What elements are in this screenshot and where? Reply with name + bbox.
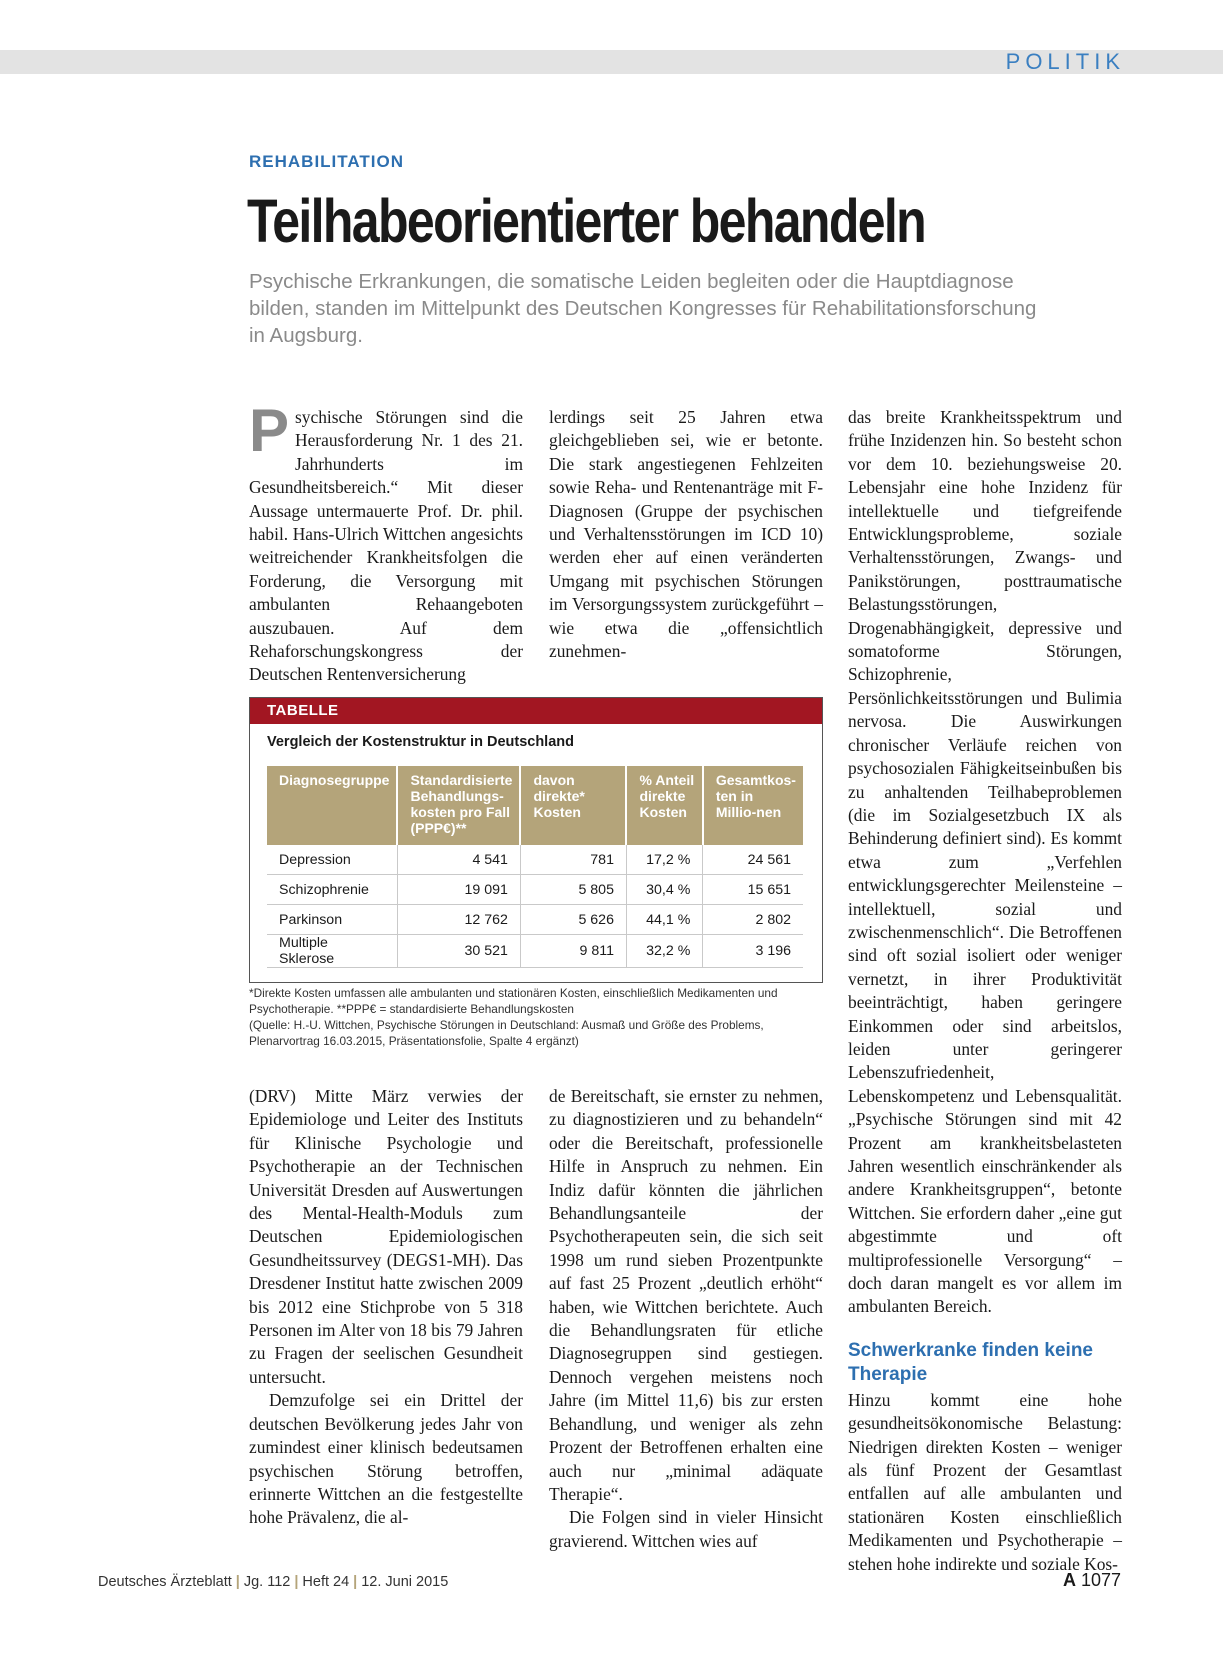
table-cell: 32,2 % [626,935,702,968]
table-cell: 5 805 [520,875,626,905]
journal-issue: Heft 24 [302,1574,350,1590]
table-caption: Vergleich der Kostenstruktur in Deutschland [267,734,574,750]
table-cell: 30 521 [397,935,520,968]
paragraph: (DRV) Mitte März verwies der Epidemiologe und Leiter des Instituts für Klinische Psychologie und Psychotherapie an der Technischen Universität Dresden auf Auswertungen des Mental-Health-Moduls zum Deutschen Epidemiologischen Gesundheitssurvey (DEGS1-MH). Das Dresdener Institut hatte zwischen 2009 bis 2012 eine Stichprobe von 5 318 Personen im Alter von 18 bis 79 Jahren zu Fragen der seelischen Gesundheit untersucht. [249,1086,523,1387]
table-cell: Depression [267,845,397,875]
table-cell: 44,1 % [626,905,702,935]
column-header: Gesamtkos-ten in Millio-nen [703,766,803,845]
table-cell: 5 626 [520,905,626,935]
table-header-row [267,766,803,845]
source-note: (Quelle: H.-U. Wittchen, Psychische Störungen in Deutschland: Ausmaß und Größe des Problems, Plenarvortrag 16.03.2015, Präsentationsfolie, Spalte 4 ergänzt) [249,1018,764,1048]
table-row [267,905,803,935]
table-cell: Multiple Sklerose [267,935,397,968]
paragraph: sychische Störungen sind die Herausforderung Nr. 1 des 21. Jahrhunderts im Gesundheitsbereich.“ Mit dieser Aussage untermauerte Prof. Dr. phil. habil. Hans-Ulrich Wittchen angesichts weitreichender Krankheitsfolgen die Forderung, die Versorgung mit ambulanten Rehaangeboten auszubauen. Auf dem Rehaforschungskongress der Deutschen Rentenversicherung [249,407,523,685]
cost-table-box [249,697,823,983]
column-2-top [549,406,823,663]
paragraph: Die Folgen sind in vieler Hinsicht gravierend. Wittchen wies auf [549,1507,823,1551]
column-header: Diagnosegruppe [267,766,397,845]
article-lead: Psychische Erkrankungen, die somatische Leiden begleiten oder die Hauptdiagnose bilden, standen im Mittelpunkt des Deutschen Kongresses für Rehabilitationsforschung in Augsburg. [249,270,1037,347]
table-cell: 24 561 [703,845,803,875]
article-kicker: REHABILITATION [249,152,405,171]
column-2-bottom [549,1085,823,1553]
paragraph: das breite Krankheitsspektrum und frühe Inzidenzen hin. So besteht schon vor dem 10. beziehungsweise 20. Lebensjahr eine hohe Inzidenz für intellektuelle und tiefgreifende Entwicklungsprobleme, soziale Verhaltensstörungen, Zwangs- und Panikstörungen, posttraumatische Belastungsstörungen, Drogenabhängigkeit, depressive und somatoforme Störungen, Schizophrenie, Persönlichkeitsstörungen und Bulimia nervosa. Die Auswirkungen chronischer Verläufe reichen von psychosozialen Fähigkeitseinbußen bis zu anhaltenden Teilhabeproblemen (die im Sozialgesetzbuch IX als Behinderung definiert sind). Es kommt etwa zum „Verfehlen entwicklungsgerechter Meilensteine – intellektuell, sozial und zwischenmenschlich“. Die Betroffenen sind oft sozial isoliert oder weniger vernetzt, in ihrer Produktivität beeinträchtigt, haben geringere Einkommen oder sind arbeitslos, leiden unter geringerer Lebenszufriedenheit, Lebenskompetenz und Lebensqualität. „Psychische Störungen sind mit 42 Prozent am krankheitsbelasteten Jahren wesentlich einschränkender als andere Krankheitsgruppen“, betonte Wittchen. Sie erfordern daher „eine gut abgestimmte und oft multiprofessionelle Versorgung“ – doch daran mangelt es vor allem im ambulanten Bereich. [848,407,1122,1317]
table-cell: 9 811 [520,935,626,968]
column-header: davon direkte* Kosten [520,766,626,845]
table-row [267,845,803,875]
page-number-value: 1077 [1080,1570,1121,1590]
table-cell: Parkinson [267,905,397,935]
table-cell: 2 802 [703,905,803,935]
table-cell: 19 091 [397,875,520,905]
table-cell: 4 541 [397,845,520,875]
table-row [267,875,803,905]
table-cell: 3 196 [703,935,803,968]
page-prefix: A [1062,1570,1076,1590]
dropcap: P [249,397,290,464]
page-number [1063,1570,1121,1591]
table-cell: 781 [520,845,626,875]
table-row [267,935,803,968]
footnote-text: *Direkte Kosten umfassen alle ambulanten und stationären Kosten, einschließlich Medikamenten und Psychotherapie. **PPP€ = standardisierte Behandlungskosten [249,986,778,1016]
table-cell: Schizophrenie [267,875,397,905]
paragraph: Hinzu kommt eine hohe gesundheitsökonomische Belastung: Niedrigen direkten Kosten – weniger als fünf Prozent der Gesamtlast entfallen auf alle ambulanten und stationären Kosten einschließlich Medikamenten und Psychotherapie – stehen hohe indirekte und soziale Kos- [848,1389,1122,1574]
column-header: % Anteil direkte Kosten [626,766,702,845]
subheading: Schwerkranke finden keine Therapie [848,1339,1093,1385]
page-footer: Deutsches Ärzteblatt | Jg. 112 | Heft 24 | 12. Juni 2015 [98,1574,449,1590]
paragraph: de Bereitschaft, sie ernster zu nehmen, zu diagnostizieren und zu behandeln“ oder die Bereitschaft, professionelle Hilfe in Anspruch zu nehmen. Ein Indiz dafür könnten die jährlichen Behandlungsanteile der Psychotherapeuten sein, die sich seit 1998 um rund sieben Prozentpunkte auf fast 25 Prozent „deutlich erhöht“ haben, wie Wittchen berichtete. Auch die Behandlungsraten für etliche Diagnosegruppen sind gestiegen. Dennoch vergehen meistens noch Jahre (im Mittel 11,6) bis zur ersten Behandlung, und weniger als zehn Prozent der Betroffenen erhalten eine auch nur „minimal adäquate Therapie“. [549,1086,823,1504]
issue-date: 12. Juni 2015 [361,1574,449,1590]
section-label: POLITIK [1005,49,1125,74]
table-label: TABELLE [250,698,822,724]
table-cell: 17,2 % [626,845,702,875]
journal-volume: Jg. 112 [243,1574,291,1590]
column-header: Standardisierte Behandlungs-kosten pro Fall (PPP€)** [397,766,520,845]
column-3 [848,406,1122,1576]
paragraph: Demzufolge sei ein Drittel der deutschen Bevölkerung jedes Jahr von zumindest einer klinisch bedeutsamen psychischen Störung betroffen, erinnerte Wittchen an die festgestellte hohe Prävalenz, die al- [249,1390,523,1528]
table-cell: 30,4 % [626,875,702,905]
paragraph: lerdings seit 25 Jahren etwa gleichgeblieben sei, wie er betonte. Die stark angestiegenen Fehlzeiten sowie Reha- und Rentenanträge mit F-Diagnosen (Gruppe der psychischen und Verhaltensstörungen im ICD 10) werden eher auf einen veränderten Umgang mit psychischen Störungen im Versorgungssystem zurückgeführt – wie etwa die „offensichtlich zunehmen- [549,407,823,662]
article-title: Teilhabeorientierter behandeln [247,187,926,255]
journal-name: Deutsches Ärzteblatt [98,1574,232,1590]
table-cell: 12 762 [397,905,520,935]
column-1-top [249,397,523,687]
table-footnote [249,985,821,1049]
cost-table [267,766,803,968]
table-cell: 15 651 [703,875,803,905]
column-1-bottom [249,1085,523,1530]
